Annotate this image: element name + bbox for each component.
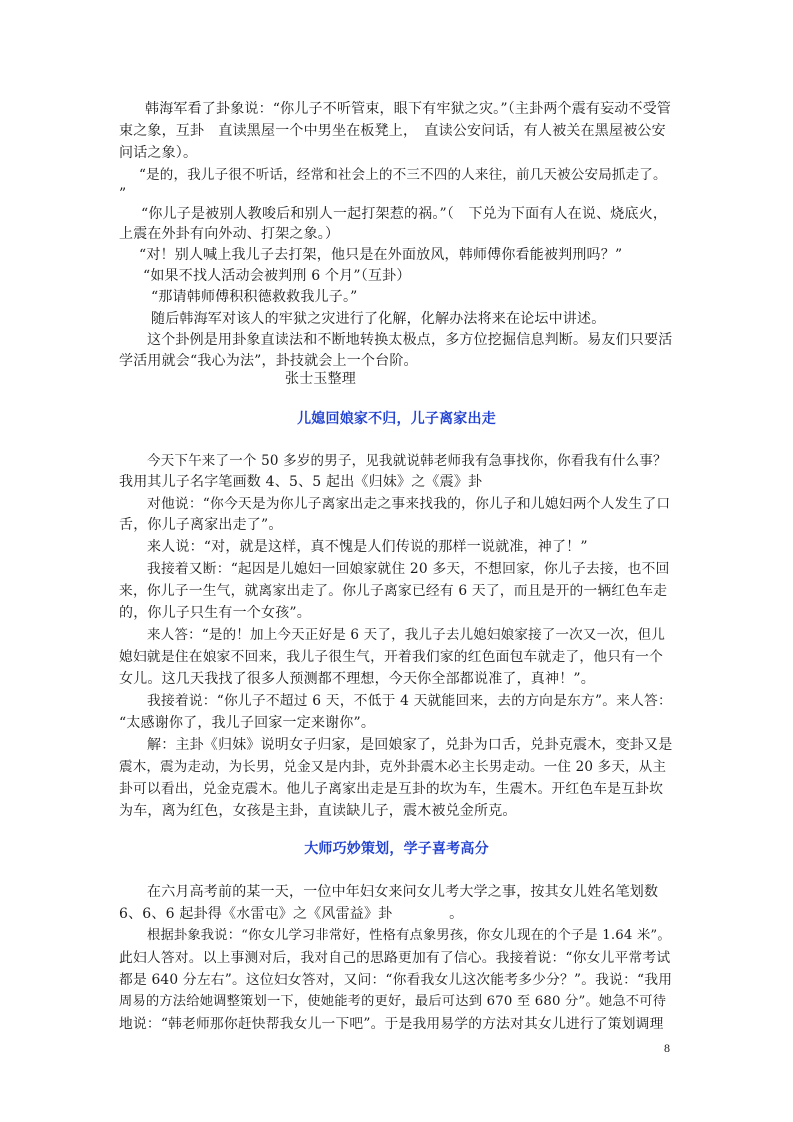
paragraph-line: 来人答：“是的！加上今天正好是 6 天了，我儿子去儿媳妇娘家接了一次又一次，但儿: [147, 627, 666, 643]
paragraph-line: 在六月高考前的某一天，一位中年妇女来问女儿考大学之事，按其女儿姓名笔划数: [147, 884, 659, 900]
paragraph-line: “你儿子是被别人教唆后和别人一起打架惹的祸。”（ 下兑为下面有人在说、烧底火，: [141, 206, 668, 222]
paragraph-line: 我用其儿子名字笔画数 4、5、5 起出《归妹》之《震》卦: [119, 474, 483, 490]
section-title: 大师巧妙策划，学子喜考高分: [304, 841, 489, 857]
page-number: 8: [664, 1041, 671, 1055]
paragraph-line: 解：主卦《归妹》说明女子归家，是回娘家了，兑卦为口舌，兑卦克震木，变卦又是: [147, 737, 673, 753]
paragraph-line: 都是 640 分左右”。这位妇女答对，又问：“你看我女儿这次能考多少分？”。我说：“我用: [119, 972, 673, 988]
paragraph-line: “对！别人喊上我儿子去打架，他只是在外面放风，韩师傅你看能被判刑吗？”: [139, 247, 623, 263]
paragraph-line: 随后韩海军对该人的牢狱之灾进行了化解，化解办法将来在论坛中讲述。: [151, 311, 606, 327]
section-title: 儿媳回娘家不归，儿子离家出走: [297, 411, 496, 427]
paragraph-line: 上震在外卦有向外动、打架之象。）: [119, 226, 340, 242]
paragraph-line: 舌，你儿子离家出走了”。: [119, 517, 283, 533]
paragraph-line: 来人说：“对，就是这样，真不愧是人们传说的那样一说就准，神了！”: [147, 539, 588, 555]
paragraph-line: 媳妇就是住在娘家不回来，我儿子很生气，开着我们家的红色面包车就走了，他只有一个: [119, 649, 664, 665]
paragraph-line: 此妇人答对。以上事测对后，我对自己的思路更加有了信心。我接着说：“你女儿平常考试: [119, 950, 671, 966]
paragraph-line: 6、6、6 起卦得《水雷屯》之《风雷益》卦 。: [119, 906, 464, 922]
paragraph-line: 来，你儿子一生气，就离家出走了。你儿子离家已经有 6 天了，而且是开的一辆红色车走: [119, 583, 668, 599]
paragraph-line: “那请韩师傅积积德救救我儿子。”: [151, 289, 358, 305]
paragraph-line: 我接着说：“你儿子不超过 6 天，不低于 4 天就能回来，去的方向是东方”。来人答：: [147, 693, 672, 709]
paragraph-line: 周易的方法给她调整策划一下，使她能考的更好，最后可达到 670 至 680 分”。她急不可待: [119, 994, 667, 1009]
paragraph-line: “太感谢你了，我儿子回家一定来谢你”。: [119, 715, 376, 731]
paragraph-line: 学活用就会“我心为法”，卦技就会上一个台阶。: [119, 353, 418, 369]
paragraph-line: 震木，震为走动，为长男，兑金又是内卦，克外卦震木必主长男走动。一住 20 多天，从主: [119, 759, 667, 775]
paragraph-line: 问话之象）。: [119, 145, 198, 161]
paragraph-line: 的，你儿子只生有一个女孩”。: [119, 605, 311, 621]
paragraph-line: 地说：“韩老师那你赶快帮我女儿一下吧”。于是我用易学的方法对其女儿进行了策划调理: [119, 1016, 664, 1032]
paragraph-line: 韩海军看了卦象说：“你儿子不听管束，眼下有牢狱之灾。”（主卦两个震有妄动不受管: [145, 101, 672, 117]
paragraph-line: 束之象，互卦 直读黑屋一个中男坐在板凳上， 直读公安问话，有人被关在黑屋被公安: [119, 123, 666, 139]
paragraph-line: 今天下午来了一个 50 多岁的男子，见我就说韩老师我有急事找你，你看我有什么事？: [147, 453, 667, 469]
paragraph-line: “是的，我儿子很不听话，经常和社会上的不三不四的人来往，前几天被公安局抓走了。: [139, 167, 667, 183]
paragraph-line: “如果不找人活动会被判刑 6 个月”（互卦）: [143, 268, 411, 284]
paragraph-line: 对他说：“你今天是为你儿子离家出走之事来找我的，你儿子和儿媳妇两个人发生了口: [147, 496, 671, 512]
paragraph-line: 卦可以看出，兑金克震木。他儿子离家出走是互卦的坎为车，生震木。开红色车是互卦坎: [119, 781, 664, 797]
paragraph-line: 女儿。这几天我找了很多人预测都不理想，今天你全部都说准了，真神！”。: [119, 671, 595, 687]
paragraph-line: ”: [119, 186, 127, 202]
paragraph-line: 这个卦例是用卦象直读法和不断地转换太极点，多方位挖掘信息判断。易友们只要活: [147, 332, 673, 348]
paragraph-line: 根据卦象我说：“你女儿学习非常好，性格有点象男孩，你女儿现在的个子是 1.64 米”。: [147, 928, 671, 943]
paragraph-line: 为车，离为红色，女孩是主卦，直读缺儿子，震木被兑金所克。: [119, 803, 517, 819]
paragraph-line: 我接着又断：“起因是儿媳妇一回娘家就住 20 多天，不想回家，你儿子去接，也不回: [147, 561, 670, 577]
author-credit: 张士玉整理: [285, 371, 356, 387]
